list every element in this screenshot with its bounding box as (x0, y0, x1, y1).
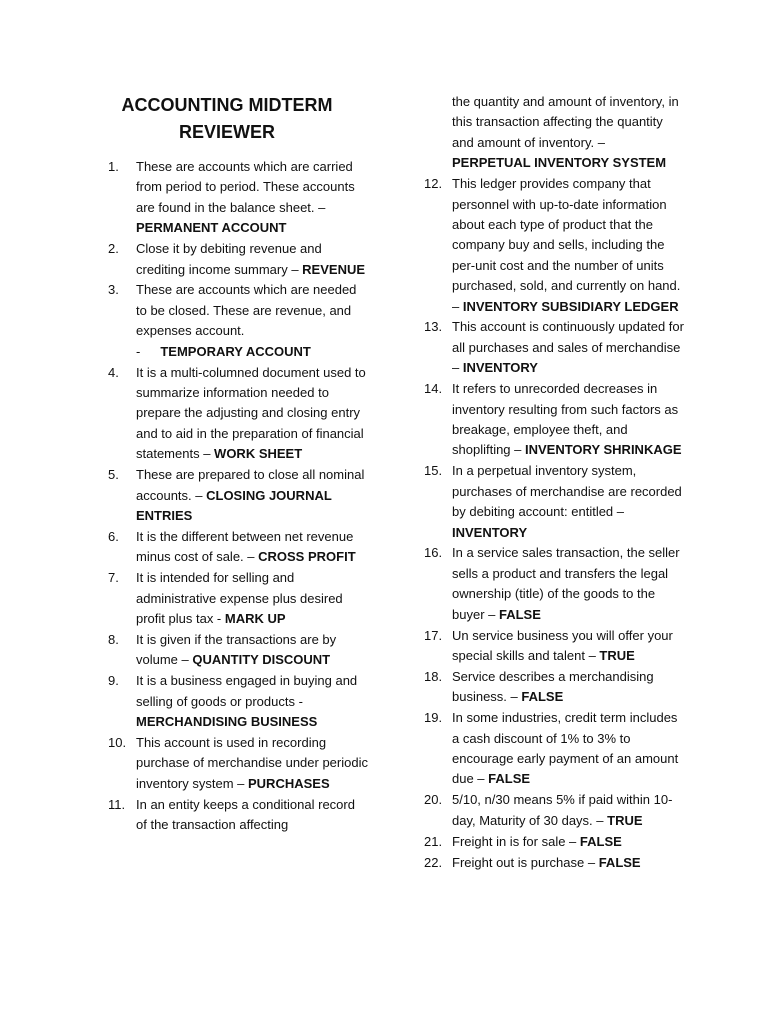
question-text: In a service sales transaction, the seller sells a product and transfers the legal ownership (title) of the goods to the buyer – (452, 545, 680, 622)
list-item (108, 280, 368, 362)
list-item (424, 317, 684, 378)
item-text (136, 157, 368, 239)
item-text (452, 317, 684, 378)
list-item (108, 239, 368, 280)
list-item (108, 671, 368, 732)
list-item (108, 568, 368, 629)
question-text: These are prepared to close all nominal accounts. – (136, 467, 365, 503)
item-text (136, 795, 368, 836)
answer-text: MARK UP (224, 610, 286, 626)
answer-text: QUANTITY DISCOUNT (192, 652, 331, 668)
item-text (452, 832, 684, 852)
list-item (424, 832, 684, 852)
answer-text: FALSE (521, 689, 564, 705)
answer-text: INVENTORY SUBSIDIARY LEDGER (462, 298, 679, 314)
answer-text: TEMPORARY ACCOUNT (160, 343, 311, 359)
answer-text: INVENTORY (452, 524, 528, 540)
item-number: 18. (424, 668, 443, 684)
list-item (424, 174, 684, 317)
item-number: 22. (424, 854, 443, 870)
answer-text: PERMANENT ACCOUNT (136, 220, 287, 236)
list-item (424, 790, 684, 831)
item-number: 6. (108, 528, 119, 544)
item-number: 2. (108, 241, 119, 257)
item-text (452, 790, 684, 831)
item-number: 19. (424, 710, 443, 726)
item-text (452, 708, 684, 790)
item-number: 11. (108, 796, 126, 812)
answer-text: FALSE (598, 854, 641, 870)
list-item (108, 465, 368, 526)
question-text: This account is used in recording purchase of merchandise under periodic inventory system – (136, 734, 368, 791)
item-text (452, 461, 684, 543)
item-number: 7. (108, 570, 119, 586)
list-item (108, 363, 368, 465)
answer-text: PURCHASES (248, 775, 330, 791)
answer-text: CLOSING JOURNAL ENTRIES (136, 487, 332, 523)
item-text (136, 568, 368, 629)
list-item (108, 157, 368, 239)
question-text: In an entity keeps a conditional record of the transaction affecting (136, 796, 355, 832)
list-item (108, 630, 368, 671)
answer-text: FALSE (488, 771, 531, 787)
question-text: 5/10, n/30 means 5% if paid within 10-day, Maturity of 30 days. – (452, 792, 673, 828)
list-item (108, 733, 368, 794)
item-text (452, 174, 684, 317)
question-text: Service describes a merchandising business. – (452, 668, 654, 705)
item-number: 21. (424, 833, 443, 849)
list-item (424, 461, 684, 543)
question-text: This ledger provides company that personnel with up-to-date information about each type of product that the company buy and sells, including the per-unit cost and the number of units purchased, sold, and currently on hand. – (452, 176, 681, 314)
answer-text: TRUE (599, 647, 635, 663)
item-number: 14. (424, 381, 443, 397)
question-text: It is a multi-columned document used to summarize information needed to prepare the adjusting and closing entry and to aid in the preparation of financial statements – (136, 364, 366, 462)
list-item-continuation (424, 92, 684, 174)
dash-marker: - (136, 343, 141, 359)
question-text: It is a business engaged in buying and selling of goods or products - (136, 673, 358, 709)
item-text (452, 667, 684, 708)
question-text: Freight in is for sale – (452, 833, 580, 849)
item-text (452, 543, 684, 625)
item-text (136, 527, 368, 568)
list-item (424, 379, 684, 461)
answer-text: CROSS PROFIT (258, 549, 356, 565)
answer-text: FALSE (498, 606, 541, 622)
answer-text: INVENTORY SHRINKAGE (525, 442, 682, 458)
list-item (424, 708, 684, 790)
list-item (424, 853, 684, 873)
answer-text: INVENTORY (462, 360, 538, 376)
question-text: Close it by debiting revenue and crediting income summary – (136, 241, 322, 277)
list-item (108, 527, 368, 568)
answer-text: TRUE (607, 812, 643, 828)
question-text: In a perpetual inventory system, purchases of merchandise are recorded by debiting account: entitled – (452, 463, 682, 520)
list-item (424, 626, 684, 667)
item-number: 15. (424, 463, 443, 479)
list-item (108, 795, 368, 836)
item-text (136, 239, 368, 280)
item-text (136, 671, 368, 732)
item-text (136, 280, 368, 362)
item-number: 3. (108, 282, 119, 298)
question-text: In some industries, credit term includes a cash discount of 1% to 3% to encourage early payment of an amount due – (452, 710, 679, 787)
item-number: 16. (424, 545, 443, 561)
item-number: 17. (424, 627, 443, 643)
item-text (452, 853, 684, 873)
answer-text: PERPETUAL INVENTORY SYSTEM (452, 155, 667, 171)
item-number: 12. (424, 176, 443, 192)
answer-text: FALSE (579, 833, 622, 849)
item-text (136, 733, 368, 794)
left-column (108, 157, 368, 836)
item-number: 5. (108, 467, 119, 483)
item-text (136, 465, 368, 526)
item-text (452, 626, 684, 667)
list-item (424, 667, 684, 708)
answer-text: MERCHANDISING BUSINESS (136, 713, 318, 729)
question-text: the quantity and amount of inventory, in this transaction affecting the quantity and amount of inventory. – (452, 94, 679, 150)
question-text: It refers to unrecorded decreases in inventory resulting from such factors as breakage, employee theft, and shoplifting – (452, 381, 679, 458)
list-item (424, 543, 684, 625)
item-number: 20. (424, 792, 443, 808)
question-text: Un service business you will offer your special skills and talent – (452, 627, 673, 663)
item-number: 9. (108, 673, 119, 689)
answer-text: REVENUE (302, 261, 366, 277)
question-text: It is intended for selling and administrative expense plus desired profit plus tax - (136, 570, 343, 626)
question-text: These are accounts which are needed to be closed. These are revenue, and expenses account. (136, 282, 357, 339)
question-text: Freight out is purchase – (452, 854, 599, 870)
question-text: These are accounts which are carried from period to period. These accounts are found in the balance sheet. – (136, 159, 355, 215)
question-text: This account is continuously updated for all purchases and sales of merchandise – (452, 319, 684, 376)
question-text: It is given if the transactions are by volume – (136, 631, 337, 668)
answer-text: WORK SHEET (214, 446, 303, 462)
item-number: 13. (424, 319, 443, 335)
item-number: 1. (108, 159, 119, 174)
item-number: 8. (108, 631, 119, 647)
item-number: 10. (108, 734, 127, 750)
page-title: ACCOUNTING MIDTERM REVIEWER (121, 95, 333, 142)
item-number: 4. (108, 364, 119, 380)
item-text (136, 363, 368, 465)
right-column (424, 92, 684, 873)
item-text (136, 630, 368, 671)
item-text (452, 92, 684, 174)
item-text (452, 379, 684, 461)
question-text: It is the different between net revenue minus cost of sale. – (136, 528, 354, 565)
